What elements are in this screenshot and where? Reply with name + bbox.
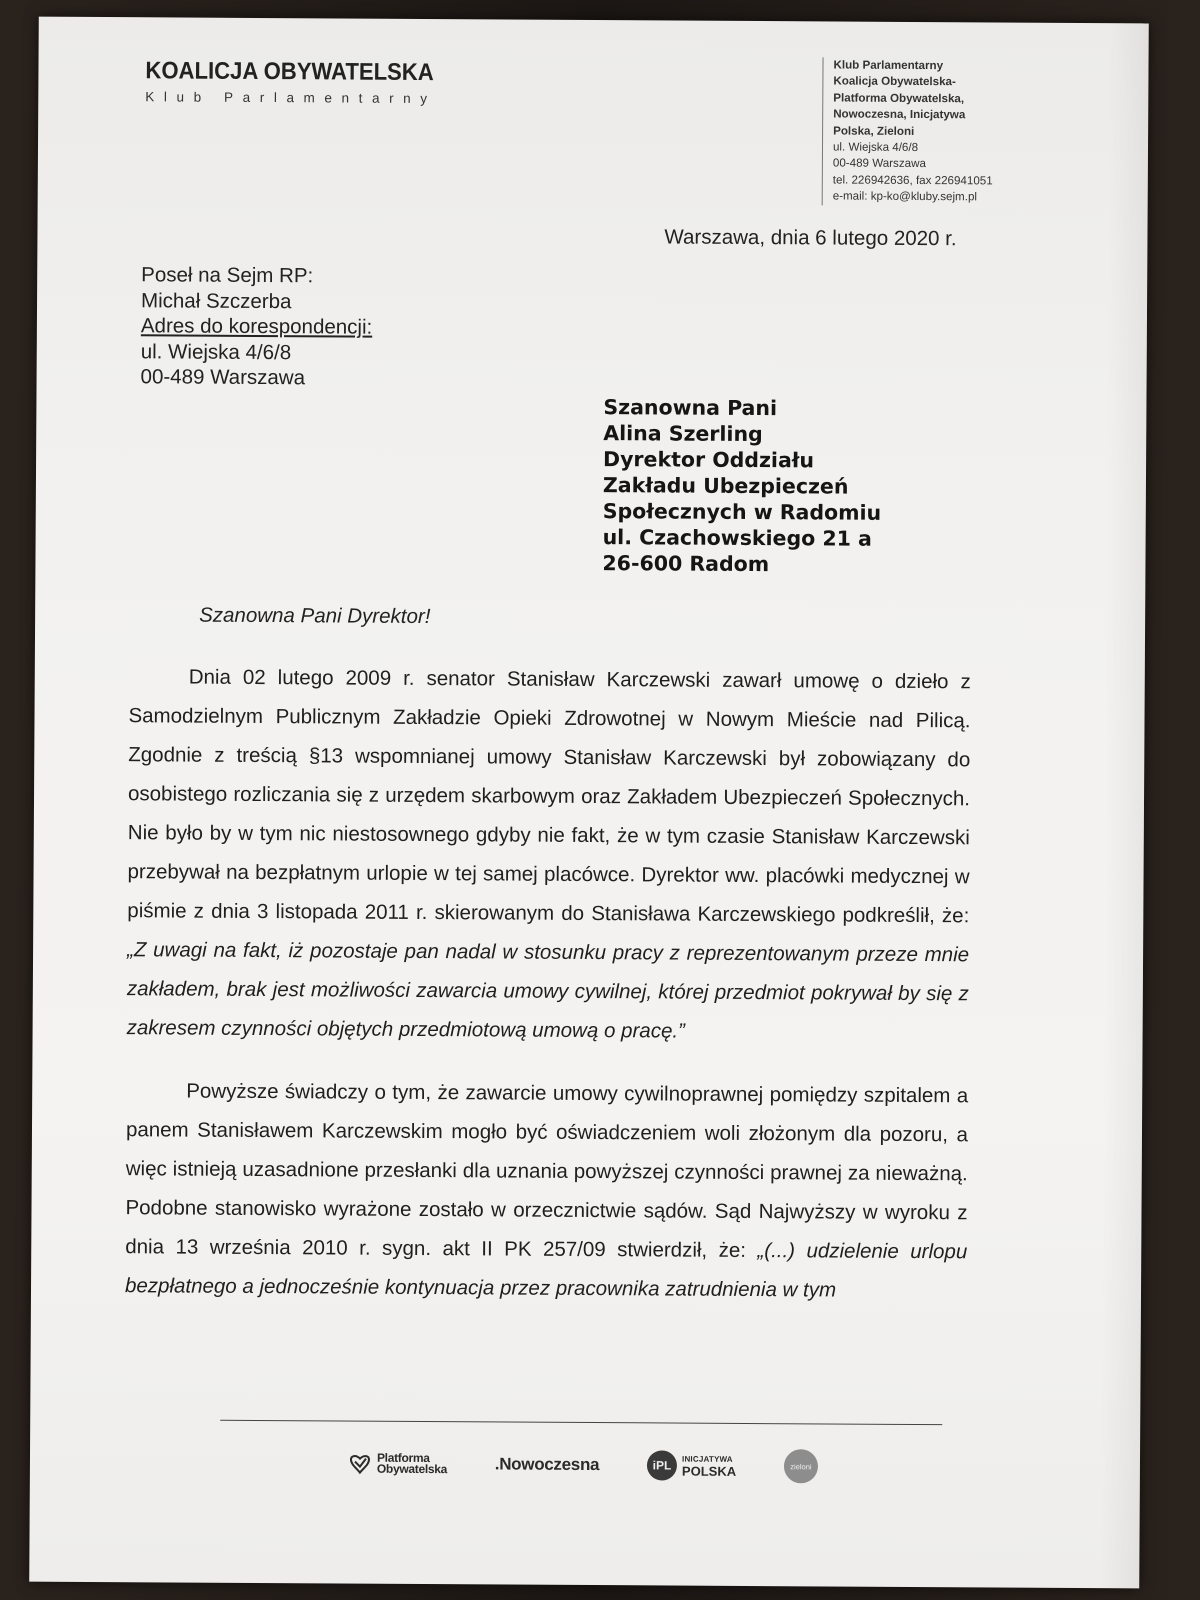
contact-phone: tel. 226942636, fax 226941051 bbox=[832, 173, 993, 188]
footer-divider bbox=[220, 1420, 942, 1425]
contact-line: Nowoczesna, Inicjatywa bbox=[833, 107, 966, 122]
recipient-line: Dyrektor Oddziału bbox=[603, 447, 815, 473]
contact-email: e-mail: kp-ko@kluby.sejm.pl bbox=[832, 189, 978, 204]
body-paragraph-1 bbox=[126, 657, 970, 1052]
sender-city: 00-489 Warszawa bbox=[140, 365, 306, 390]
letter-date: Warszawa, dnia 6 lutego 2020 r. bbox=[664, 225, 957, 251]
paragraph-quote: „Z uwagi na fakt, iż pozostaje pan nadal w stosunku pracy z reprezentowanym przeze mnie zakładem, brak jest możliwości zawarcia umowy cywilnej, której przedmiot pokrywał by się z zakresem czynności objętych przedmiotową umową o pracę.” bbox=[126, 938, 970, 1043]
recipient-line: 26-600 Radom bbox=[602, 551, 770, 577]
recipient-line: Szanowna Pani bbox=[603, 395, 778, 421]
letter-body bbox=[125, 657, 971, 1334]
ipl-big-text: POLSKA bbox=[681, 1463, 737, 1479]
po-heart-icon bbox=[348, 1452, 372, 1476]
sender-correspondence-label: Adres do korespondencji: bbox=[140, 314, 373, 339]
contact-line: Polska, Zieloni bbox=[833, 124, 915, 138]
recipient-line: Społecznych w Radomiu bbox=[602, 499, 882, 525]
inicjatywa-polska-logo bbox=[647, 1450, 736, 1481]
paragraph-quote: „(...) udzielenie urlopu bezpłatnego a jednocześnie kontynuacja przez pracownika zatrudnienia w tym bbox=[124, 1239, 968, 1302]
contact-address-city: 00-489 Warszawa bbox=[832, 156, 926, 171]
po-line-1: Platforma bbox=[376, 1450, 430, 1466]
letterhead-contact-block bbox=[822, 57, 994, 206]
paragraph-text: Powyższe świadczy o tym, że zawarcie umowy cywilnoprawnej pomiędzy szpitalem a panem Stanisławem Karczewskim mogło być oświadczeniem woli złożonym dla pozoru, a więc istnieją uzasadnione przesłanki dla uznania powyższej czynności prawnej za nieważną. Podobne stanowisko wyrażone zostało w orzecznictwie sądów. Sąd Najwyższy w wyroku z dnia 13 września 2010 r. sygn. akt II PK 257/09 stwierdził, że: bbox=[125, 1079, 969, 1263]
paragraph-text: Dnia 02 lutego 2009 r. senator Stanisław Karczewski zawarł umowę o dzieło z Samodzielnym Publicznym Zakładzie Opieki Zdrowotnej w Nowym Mieście nad Pilicą. Zgodnie z treścią §13 wspomnianej umowy Stanisław Karczewski był zobowiązany do osobistego rozliczania się z urzędem skarbowym oraz Zakładem Ubezpieczeń Społecznych. Nie było by w tym nic niestosownego gdyby nie fakt, że w tym czasie Stanisław Karczewski przebywał na bezpłatnym urlopie w tej samej placówce. Dyrektor ww. placówki medycznej w piśmie z dnia 3 listopada 2011 r. skierowanym do Stanisława Karczewskiego podkreślił, że: bbox=[127, 665, 971, 928]
sender-block bbox=[141, 262, 373, 391]
nowoczesna-logo: .Nowoczesna bbox=[494, 1454, 600, 1475]
brand-subtitle: Klub Parlamentarny bbox=[145, 89, 437, 107]
sender-street: ul. Wiejska 4/6/8 bbox=[140, 339, 292, 364]
contact-line: Platforma Obywatelska, bbox=[833, 91, 965, 106]
zieloni-logo: zieloni bbox=[784, 1449, 818, 1483]
salutation: Szanowna Pani Dyrektor! bbox=[199, 603, 431, 629]
platforma-obywatelska-logo bbox=[348, 1452, 447, 1477]
contact-address-street: ul. Wiejska 4/6/8 bbox=[832, 140, 919, 155]
recipient-block bbox=[602, 394, 882, 578]
sender-name: Michał Szczerba bbox=[140, 288, 292, 313]
contact-line: Klub Parlamentarny bbox=[833, 58, 944, 73]
ipl-badge-icon: iPL bbox=[647, 1450, 677, 1480]
body-paragraph-2 bbox=[125, 1071, 968, 1310]
brand-title: KOALICJA OBYWATELSKA bbox=[145, 57, 434, 87]
recipient-line: Alina Szerling bbox=[603, 421, 763, 447]
letterhead-brand bbox=[145, 57, 459, 106]
po-line-2: Obywatelska bbox=[376, 1461, 448, 1477]
ipl-small-text: INICJATYWA bbox=[682, 1454, 733, 1464]
footer-logos bbox=[348, 1444, 818, 1487]
contact-line: Koalicja Obywatelska- bbox=[833, 74, 956, 89]
recipient-line: Zakładu Ubezpieczeń bbox=[602, 473, 849, 499]
sender-title: Poseł na Sejm RP: bbox=[141, 263, 314, 288]
letter-page bbox=[29, 17, 1149, 1589]
recipient-line: ul. Czachowskiego 21 a bbox=[602, 525, 872, 551]
